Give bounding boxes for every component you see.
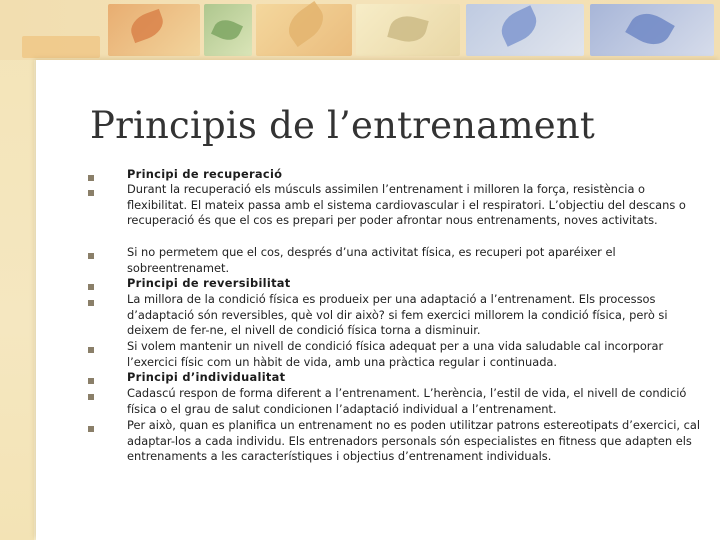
square-bullet-icon [88, 426, 94, 432]
list-item: Durant la recuperació els músculs assimilen l’entrenament i milloren la força, resistència o flexibilitat. El mateix passa amb el sistema cardiovascular i el respiratori. L’objectiu del descans o recuperació és que el cos es prepari per poder afrontar nous entrenaments, noves activitats. [127, 182, 686, 228]
list-item: Cadascú respon de forma diferent a l’entrenament. L’herència, l’estil de vida, el nivell de condició física o el grau de salut condicionen l’adaptació individual a l’entrenament. [127, 386, 687, 416]
square-bullet-icon [88, 394, 94, 400]
square-bullet-icon [88, 284, 94, 290]
list-item-heading: Principi de recuperació [127, 167, 283, 181]
square-bullet-icon [88, 300, 94, 306]
square-bullet-icon [88, 253, 94, 259]
list-item: Si volem mantenir un nivell de condició física adequat per a una vida saludable cal incorporar l’exercici físic com un hàbit de vida, amb una pràctica regular i continuada. [127, 339, 664, 369]
list-item-heading: Principi d’individualitat [127, 370, 286, 384]
list-item: Si no permetem que el cos, després d’una activitat física, es recuperi pot aparéixer el sobreentrenamet. [127, 245, 616, 275]
list-item: Per això, quan es planifica un entrenament no es poden utilitzar patrons estereotipats d’exercici, cal adaptar-los a cada individu. Els entrenadors personals són especialistes en fitness que adapten els entrenaments a les característiques i objectius d’entrenament individuals. [127, 418, 701, 464]
list-item-heading: Principi de reversibilitat [127, 276, 291, 290]
square-bullet-icon [88, 175, 94, 181]
list-item: La millora de la condició física es produeix per una adaptació a l’entrenament. Els processos d’adaptació són reversibles, què vol dir això? si fem exercici millorem la condició física, però si deixem de fer-ne, el nivell de condició física torna a disminuir. [127, 292, 668, 338]
square-bullet-icon [88, 347, 94, 353]
square-bullet-icon [88, 378, 94, 384]
square-bullet-icon [88, 190, 94, 196]
slide-title: Principis de l’entrenament [90, 104, 595, 147]
